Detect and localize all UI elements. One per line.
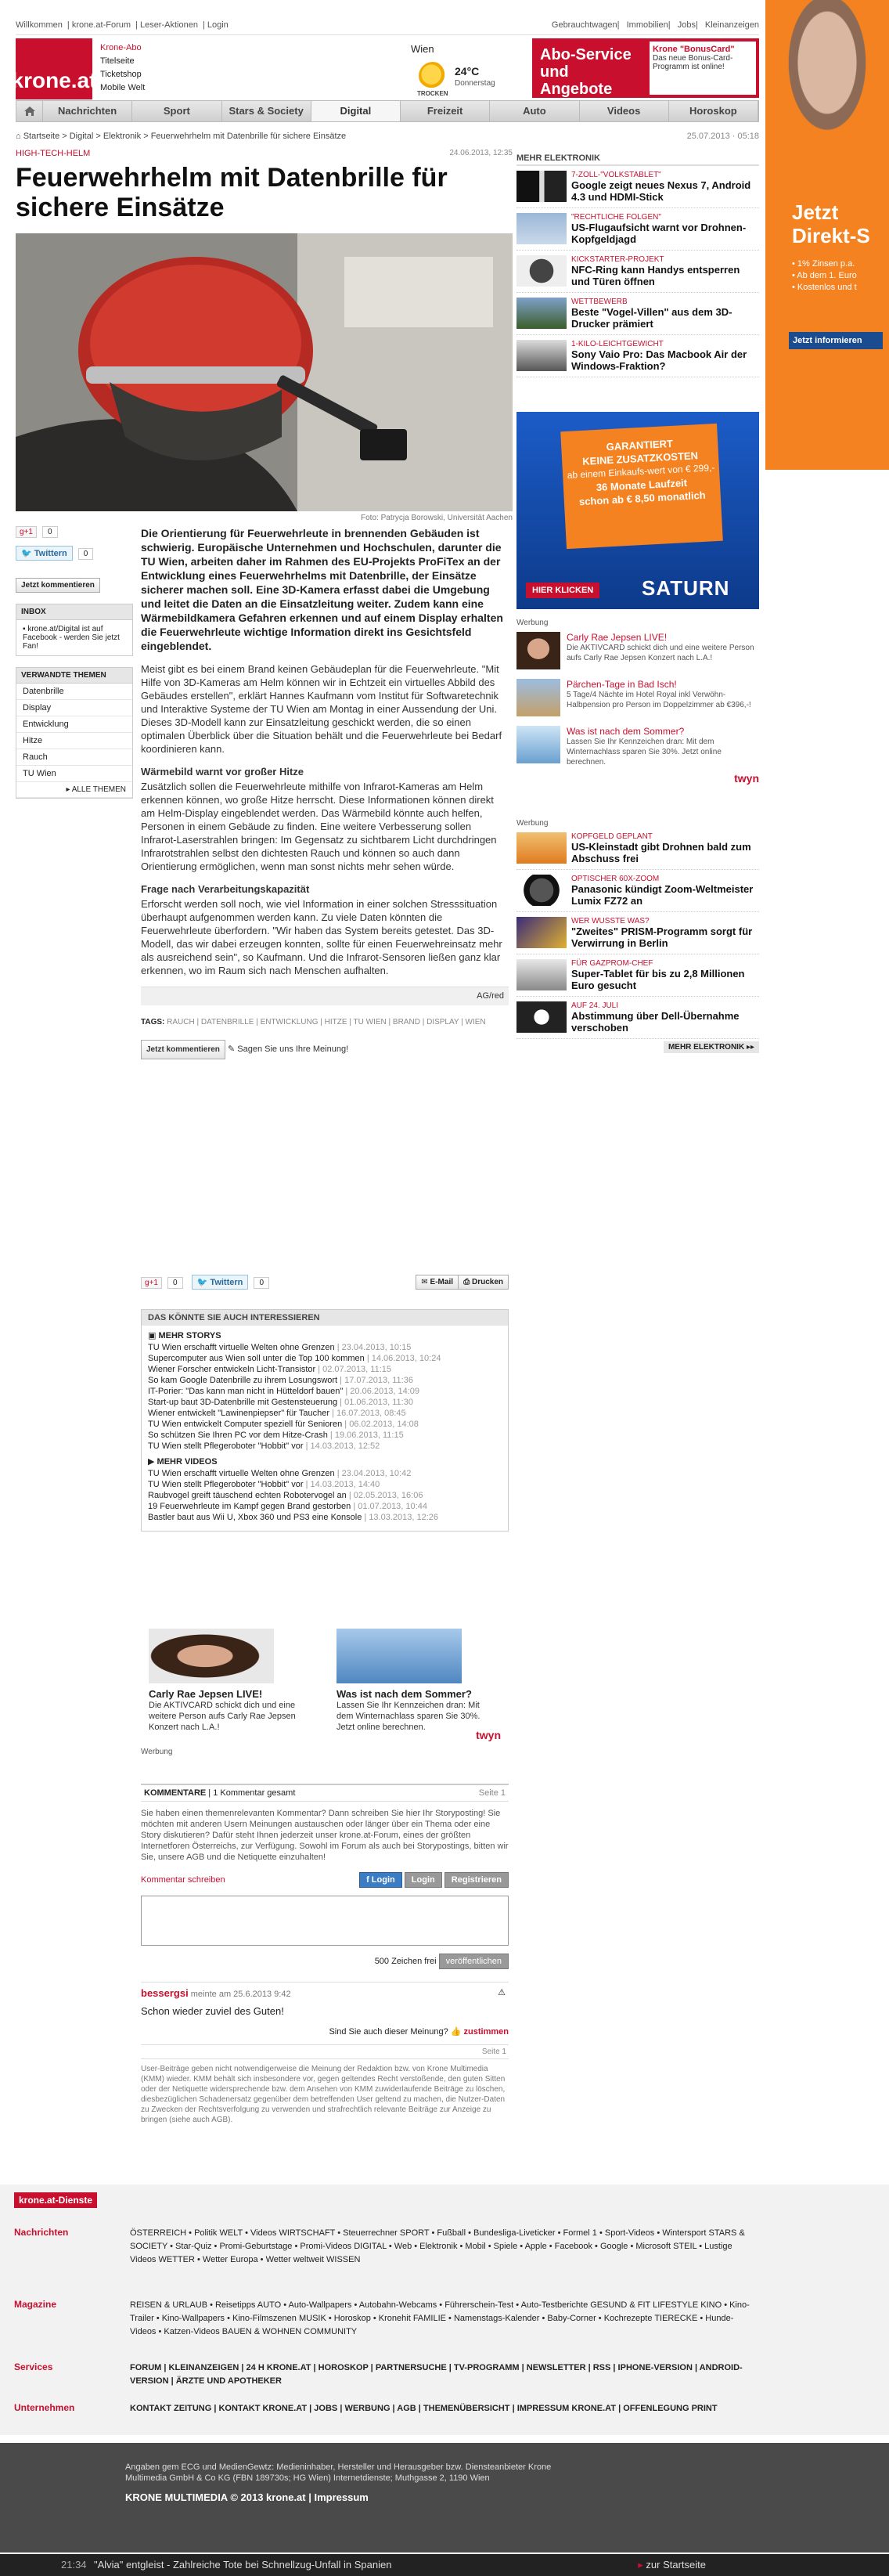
article-title: Feuerwehrhelm mit Datenbrille für sichere Einsätze [16, 163, 448, 222]
teaser-thumb [516, 917, 567, 948]
footer-legal: Angaben gem ECG und MedienGewtz: Medieninhaber, Hersteller und Herausgeber bzw. Diensteanbieter Krone Multimedia GmbH & Co KG (FBN 189730s; HG Wien) Internetdienste; Muthgasse 2, 1190 Wien [125, 2462, 552, 2483]
comments-section [141, 1784, 509, 2125]
ad-bullets: • 1% Zinsen p.a. • Ab dem 1. Euro • Kostenlos und t [792, 259, 857, 292]
breadcrumb-current: Feuerwehrhelm mit Datenbrille für sichere Einsätze [150, 132, 347, 141]
promo-image [149, 1629, 274, 1683]
teaser[interactable]: 7-ZOLL-"VOLKSTABLET" Google zeigt neues Nexus 7, Android 4.3 und HDMI-Stick [516, 166, 759, 208]
topic-item[interactable]: Display [16, 700, 132, 716]
share-bar [141, 1275, 509, 1292]
article-lead: Die Orientierung für Feuerwehrleute in brennenden Gebäuden ist schwierig. Europäische Unternehmen und Hochschulen, darunter die TU Wien, arbeiten daher im Rahmen des EU-Projekts ProFiTex an der Entwicklung eines Feuerwehrhelms mit Datenbrille, der Einsätze sicherer machen soll. Eine 3D-Kamera erfasst dabei die Umgebung und leitet die Daten an die Einsatzleitung weiter. Zudem kann eine Wärmebildkamera Gefahren erkennen und auf einem Display erhalten die Feuerwehrleute wichtige Information direkt ins Gesichtsfeld eingeblendet. [141, 527, 503, 652]
ad-portrait [773, 0, 881, 157]
mail-icon: ✉ [421, 1278, 428, 1286]
site-logo[interactable]: krone.at [16, 38, 92, 99]
report-icon[interactable]: ⚠ [498, 1988, 506, 1997]
nav-auto[interactable]: Auto [490, 101, 579, 121]
register-button[interactable]: Registrieren [444, 1872, 509, 1888]
print-icon: ⎙ [463, 1278, 470, 1286]
current-date: 25.07.2013 · 05:18 [686, 132, 759, 141]
more-teasers: Werbung KOPFGELD GEPLANT US-Kleinstadt gibt Drohnen bald zum Abschuss frei OPTISCHER 60X-ZOOM Panasonic kündigt Zoom-Weltmeister Lumix FZ72 an WER WUSSTE WAS? "Zweites" PRISM-Programm sorgt für Verwirrung in Berlin FÜR GAZPROM-CHEF Super-Tablet für bis zu 2,8 Millionen Euro gesucht AUF 24. JULI Abstimmung über Dell-Übernahme verschoben MEHR ELEKTRONIK ▸▸ [516, 819, 759, 1052]
promo-item[interactable]: Was ist nach dem Sommer? Lassen Sie Ihr Kennzeichen dran: Mit dem Winternachlass sparen Sie 30%. Jetzt online berechnen. [337, 1629, 493, 1733]
email-button[interactable]: ✉ E-Mail [416, 1275, 459, 1290]
teaser[interactable]: FÜR GAZPROM-CHEF Super-Tablet für bis zu 2,8 Millionen Euro gesucht [516, 954, 759, 997]
header-link-titelseite[interactable]: Titelseite [100, 56, 135, 66]
topbar-link-reader-actions[interactable]: Leser-Aktionen [139, 20, 198, 30]
facebook-icon: ▪ [23, 625, 26, 633]
comment-item [141, 1982, 509, 2037]
article-subheading: Wärmebild warnt vor großer Hitze [141, 766, 304, 777]
article-paragraph: Zusätzlich sollen die Feuerwehrleute mithilfe von Infrarot-Kameras am Helm erkennen können, wo große Hitze herrscht. Diese Informationen können direkt am Helm-Display eingeblendet werden. Das Wärmebild könnte auch helfen, Personen in einem Gebäude zu finden. Eine weitere Verbesserung sollen Infrarot-Laserstrahlen bringen: Im Gegensatz zu sichtbarem Licht durchdringen Infrarotstrahlen selbst den dichtesten Rauch und können so auch dann Orientierung ermöglichen, wenn man sonst nichts mehr sehen würde. [141, 781, 497, 872]
related-link[interactable]: IT-Porier: "Das kann man nicht in Hütteldorf bauen" | 20.06.2013, 14:09 [148, 1387, 419, 1396]
teaser-thumb [516, 213, 567, 244]
bonuscard-box: Krone "BonusCard" Das neue Bonus-Card-Programm ist online! [650, 41, 756, 95]
services-row-services: Services FORUM | KLEINANZEIGEN | 24 H KRONE.AT | HOROSKOP | PARTNERSUCHE | TV-PROGRAMM | NEWSLETTER | RSS | IPHONE-VERSION | ANDROID-VERSION | ÄRZTE UND APOTHEKER [14, 2361, 743, 2386]
promo-item[interactable]: Carly Rae Jepsen LIVE! Die AKTIVCARD schickt dich und eine weitere Person aufs Carly Rae Jepsen Konzert nach L.A.! [149, 1629, 305, 1733]
breadcrumb-startseite[interactable]: Startseite [23, 132, 60, 141]
comment-button-side[interactable]: Jetzt kommentieren [16, 578, 100, 593]
stories-icon: ▣ [148, 1331, 157, 1340]
stories-list [142, 1342, 508, 1452]
gplus-button[interactable]: g+1 [141, 1277, 162, 1289]
comment-button[interactable]: Jetzt kommentieren [141, 1040, 225, 1059]
topic-item[interactable]: TU Wien [16, 766, 132, 782]
teaser-thumb [516, 832, 567, 864]
comment-icon: ✎ [227, 1044, 236, 1054]
promo-werbung-label: Werbung [141, 1748, 173, 1756]
comments-bar: KOMMENTARE | 1 Kommentar gesamt Seite 1 [141, 1784, 509, 1802]
comment-user[interactable]: bessergsi [141, 1987, 189, 1999]
comment-text: Schon wieder zuviel des Guten! [141, 2005, 284, 2017]
twyn-logo[interactable]: twyn [476, 1729, 501, 1741]
werbung-block: Werbung Carly Rae Jepsen LIVE! Die AKTIVCARD schickt dich und eine weitere Person aufs Carly Rae Jepsen Konzert nach L.A.! Pärchen-Tage in Bad Isch! 5 Tage/4 Nächte im Hotel Royal inkl Verwöhn-Halbpension pro Person im Doppelzimmer ab €396,-! Was ist nach dem Sommer? Lassen Sie Ihr Kennzeichen dran: Mit dem Winternachlass sparen Sie 30%. Jetzt online berechnen. twyn [516, 619, 759, 785]
login-button[interactable]: Login [405, 1872, 442, 1888]
topbar-link-used-cars[interactable]: Gebrauchtwagen [551, 20, 617, 30]
werbung-item[interactable]: Carly Rae Jepsen LIVE! Die AKTIVCARD schickt dich und eine weitere Person aufs Carly Rae Jepsen Konzert nach L.A.! [516, 627, 759, 674]
article-subheading: Frage nach Verarbeitungskapazität [141, 883, 310, 895]
tweet-count: 0 [78, 548, 94, 560]
weather-widget[interactable] [411, 43, 528, 98]
saturn-ad[interactable] [516, 412, 759, 609]
nav-videos[interactable]: Videos [580, 101, 669, 121]
related-link[interactable]: Wiener entwickelt "Lawinenpiepser" für Taucher | 16.07.2013, 08:45 [148, 1409, 406, 1418]
services-row-unternehmen: Unternehmen KONTAKT ZEITUNG | KONTAKT KRONE.AT | JOBS | WERBUNG | AGB | THEMENÜBERSICHT | IMPRESSUM KRONE.AT | OFFENLEGUNG PRINT [14, 2402, 718, 2413]
home-icon[interactable] [16, 101, 43, 121]
teaser[interactable]: KICKSTARTER-PROJEKT NFC-Ring kann Handys entsperren und Türen öffnen [516, 251, 759, 293]
teaser-thumb [516, 1001, 567, 1033]
teaser-thumb [516, 255, 567, 287]
topbar-link-real-estate[interactable]: Immobilien [626, 20, 668, 30]
related-link[interactable]: TU Wien stellt Pflegeroboter "Hobbit" vor | 14.03.2013, 12:52 [148, 1441, 380, 1451]
breadcrumb-digital[interactable]: Digital [69, 132, 94, 141]
topbar-link-welcome[interactable]: Willkommen [16, 20, 63, 30]
all-topics-link[interactable]: ▸ ALLE THEMEN [16, 782, 132, 798]
comments-page-bottom[interactable]: Seite 1 [141, 2044, 509, 2059]
article [16, 149, 513, 522]
saturn-cta[interactable]: HIER KLICKEN [526, 583, 599, 598]
gplus-button[interactable]: g+1 [16, 526, 37, 538]
nav-nachrichten[interactable]: Nachrichten [43, 101, 132, 121]
page-footer [0, 2443, 889, 2553]
article-kicker: HIGH-TECH-HELM [16, 149, 91, 158]
weather-day: Donnerstag [455, 79, 495, 88]
nav-stars-society[interactable]: Stars & Society [222, 101, 311, 121]
breadcrumb-elektronik[interactable]: Elektronik [103, 132, 142, 141]
more-videos-head: ▶ MEHR VIDEOS [148, 1457, 218, 1467]
related-link[interactable]: TU Wien entwickelt Computer speziell für Senioren | 06.02.2013, 14:08 [148, 1420, 419, 1429]
teaser-thumb [516, 171, 567, 202]
abo-ad-title: Abo-Service und Angebote [540, 46, 632, 98]
inbox-text: krone.at/Digital ist auf Facebook - werden Sie jetzt Fan! [23, 625, 120, 651]
abo-service-ad[interactable] [532, 38, 759, 98]
promo-image [337, 1629, 462, 1683]
related-link[interactable]: So kam Google Datenbrille zu ihrem Losungswort | 17.07.2013, 11:36 [148, 1376, 413, 1385]
gplus-count: 0 [167, 1277, 183, 1289]
comments-disclaimer: User-Beiträge geben nicht notwendigerweise die Meinung der Redaktion bzw. von Krone Multimedia (KMM) wieder. KMM behält sich insbesondere vor, gegen geltendes Recht verstoßende, den guten Sitten oder der Netiquette widersprechende bzw. dem Ansehen von KMM zuwiderlaufende Beiträge zu löschen, diesbezüglichen Schadenersatz gegenüber dem betreffenden User geltend zu machen, die Nutzer-Daten zu Zwecken der Rechtsverfolgung zu verwenden und strafrechtlich relevante Beiträge zur Anzeige zu bringen (siehe auch AGB). [141, 2065, 506, 2124]
tweet-count: 0 [254, 1277, 269, 1289]
image-credit: Foto: Patrycja Borowski, Universität Aachen [361, 514, 513, 522]
teaser-thumb [516, 875, 567, 906]
more-elektronik-head: MEHR ELEKTRONIK [516, 153, 759, 166]
comments-page[interactable]: Seite 1 [478, 1788, 506, 1798]
related-link[interactable]: TU Wien erschafft virtuelle Welten ohne Grenzen | 23.04.2013, 10:15 [148, 1343, 412, 1352]
related-link[interactable]: TU Wien erschafft virtuelle Welten ohne Grenzen | 23.04.2013, 10:42 [148, 1469, 412, 1478]
teaser[interactable]: KOPFGELD GEPLANT US-Kleinstadt gibt Drohnen bald zum Abschuss frei [516, 828, 759, 870]
services-footer [0, 2185, 889, 2435]
services-row-nachrichten: Nachrichten ÖSTERREICH • Politik WELT • Videos WIRTSCHAFT • Steuerrechner SPORT • Fußball • Bundesliga-Liveticker • Formel 1 • Sport-Videos • Wintersport STARS & SOCIETY • Star-Quiz • Promi-Geburtstage • Promi-Videos DIGITAL • Web • Elektronik • Mobil • Spiele • Apple • Facebook • Google • Microsoft STEIL • Lustige Videos WETTER • Wetter Europa • Wetter weltweit WISSEN [14, 2227, 745, 2264]
werbung-image [516, 726, 560, 763]
services-row-magazine: Magazine REISEN & URLAUB • Reisetipps AUTO • Auto-Wallpapers • Autobahn-Webcams • Führerschein-Test • Auto-Testberichte GESUND & FIT LIFESTYLE KINO • Kino-Trailer • Kino-Wallpapers • Kino-Filmszenen MUSIK • Horoskop • Kronehit FAMILIE • Namenstags-Kalender • Baby-Corner • Kochrezepte TIERECKE • Hunde-Videos • Katzen-Videos BAUEN & WOHNEN COMMUNITY [14, 2299, 750, 2336]
article-paragraph: Erforscht werden soll noch, wie viel Information in einer solchen Stresssituation überhaupt aufgenommen werden kann. Zu viele Daten könnten die Feuerwehrleute überfordern. "Wir haben das System bereits getestet. Das 3D-Modell, das wir dabei erzeugen konnten, sollte für einen Feuerwehreinsatz mehr als ausreichend sein", so Kaufmann. Und die Infrarot-Sensoren ließen ganz klar erkennen, wo im Raum sich nach Menschen aufhalten. [141, 898, 502, 976]
weather-temp: 24°C [455, 65, 480, 78]
more-stories-head: ▣ MEHR STORYS [148, 1331, 221, 1340]
sun-icon [419, 62, 447, 90]
ticker-message[interactable]: "Alvia" entgleist - Zahlreiche Tote bei Schnellzug-Unfall in Spanien [94, 2559, 392, 2571]
topbar-link-jobs[interactable]: Jobs [677, 20, 696, 30]
topic-item[interactable]: Hitze [16, 733, 132, 749]
agree-button[interactable]: zustimmen [463, 2027, 509, 2037]
werbung-item[interactable]: Was ist nach dem Sommer? Lassen Sie Ihr Kennzeichen dran: Mit dem Winternachlass sparen Sie 30%. Jetzt online berechnen. [516, 721, 759, 772]
werbung-image [516, 632, 560, 669]
chars-left: 500 Zeichen frei [374, 1957, 437, 1966]
twyn-logo[interactable]: twyn [734, 772, 759, 785]
publish-button[interactable]: veröffentlichen [439, 1954, 509, 1969]
nav-freizeit[interactable]: Freizeit [401, 101, 490, 121]
videos-list [142, 1468, 508, 1523]
related-link[interactable]: Wiener Forscher entwickeln Licht-Transistor | 02.07.2013, 11:15 [148, 1365, 392, 1374]
related-stories-box: DAS KÖNNTE SIE AUCH INTERESSIEREN ▣ MEHR STORYS TU Wien erschafft virtuelle Welten ohne Grenzen | 23.04.2013, 10:15 Supercomputer aus Wien soll unter die Top 100 kommen | 14.06.2013, 10:24 Wiener Forscher entwickeln Licht-Transistor | 02.07.2013, 11:15 So kam Google Datenbrille zu ihrem Losungswort | 17.07.2013, 11:36 IT-Porier: "Das kann man nicht in Hütteldorf bauen" | 20.06.2013, 14:09 Start-up baut 3D-Datenbrille mit Gestensteuerung | 01.06.2013, 11:30 Wiener entwickelt "Lawinenpiepser" für Taucher | 16.07.2013, 08:45 TU Wien entwickelt Computer speziell für Senioren | 06.02.2013, 14:08 So schützen Sie Ihren PC vor dem Hitze-Crash | 19.06.2013, 11:15 TU Wien stellt Pflegeroboter "Hobbit" vor | 14.03.2013, 12:52 ▶ MEHR VIDEOS TU Wien erschafft virtuelle Welten ohne Grenzen | 23.04.2013, 10:42 TU Wien stellt Pflegeroboter "Hobbit" vor | 14.03.2013, 14:40 Raubvogel greift täuschend echten Robotervogel an | 02.05.2013, 16:06 19 Feuerwehrleute im Kampf gegen Brand gestorben | 01.07.2013, 10:44 Bastler baut aus Wii U, Xbox 360 und PS3 eine Konsole | 13.03.2013, 12:26 [141, 1309, 509, 1532]
article-sidebar [16, 526, 133, 799]
topbar-link-login[interactable]: Login [207, 20, 229, 30]
write-comment-label: Kommentar schreiben [141, 1875, 225, 1885]
agree-question: Sind Sie auch dieser Meinung? [329, 2027, 448, 2037]
related-topics: VERWANDTE THEMEN Datenbrille Display Entwicklung Hitze Rauch TU Wien ▸ ALLE THEMEN [16, 667, 133, 799]
print-button[interactable]: ⎙ Drucken [458, 1275, 509, 1290]
related-link[interactable]: Supercomputer aus Wien soll unter die Top 100 kommen | 14.06.2013, 10:24 [148, 1354, 441, 1363]
nav-horoskop[interactable]: Horoskop [669, 101, 758, 121]
teaser[interactable]: 1-KILO-LEICHTGEWICHT Sony Vaio Pro: Das Macbook Air der Windows-Fraktion? [516, 335, 759, 377]
promo-block [149, 1629, 501, 1741]
right-column [516, 153, 759, 1052]
article-body [141, 526, 509, 1059]
topic-item[interactable]: Rauch [16, 749, 132, 766]
twitter-icon: 🐦 [196, 1278, 208, 1287]
back-to-home-link[interactable]: ▸ zur Startseite [638, 2559, 706, 2571]
tweet-button[interactable]: 🐦 Twittern [16, 546, 73, 561]
sky-ad[interactable] [765, 0, 889, 470]
facebook-icon: f [366, 1875, 369, 1885]
home-icon[interactable]: ⌂ [16, 132, 21, 141]
article-tags: TAGS: RAUCH | DATENBRILLE | ENTWICKLUNG | HITZE | TU WIEN | BRAND | DISPLAY | WIEN [141, 1018, 486, 1026]
ad-headline: Jetzt Direkt-S [792, 200, 870, 247]
werbung-image [516, 679, 560, 716]
saturn-logo: SATURN [642, 576, 730, 600]
breadcrumb: ⌂ Startseite > Digital > Elektronik > Feuerwehrhelm mit Datenbrille für sichere Einsätze 25.07.2013 · 05:18 [16, 132, 759, 141]
teaser[interactable]: WER WUSSTE WAS? "Zweites" PRISM-Programm sorgt für Verwirrung in Berlin [516, 912, 759, 954]
related-link[interactable]: So schützen Sie Ihren PC vor dem Hitze-Crash | 19.06.2013, 11:15 [148, 1431, 404, 1440]
header-link-mobile[interactable]: Mobile Welt [100, 83, 146, 92]
services-tag: krone.at-Dienste [14, 2192, 97, 2208]
teaser-thumb [516, 340, 567, 371]
inbox-box: INBOX ▪ krone.at/Digital ist auf Facebook - werden Sie jetzt Fan! [16, 604, 133, 656]
twitter-icon: 🐦 [21, 549, 32, 558]
thumbs-up-icon: 👍 [450, 2027, 462, 2037]
article-source: AG/red [141, 987, 509, 1005]
teaser[interactable]: WETTBEWERB Beste "Vogel-Villen" aus dem 3D-Drucker prämiert [516, 293, 759, 335]
header-link-ticketshop[interactable]: Ticketshop [100, 70, 142, 79]
teaser-thumb [516, 959, 567, 990]
video-icon: ▶ [148, 1457, 155, 1467]
nav-sport[interactable]: Sport [132, 101, 221, 121]
more-elektronik-link[interactable]: MEHR ELEKTRONIK ▸▸ [664, 1041, 759, 1053]
nav-digital[interactable]: Digital [311, 101, 401, 121]
top-bar: Willkommen | krone.at-Forum | Leser-Aktionen | Login Gebrauchtwagen| Immobilien| Jobs| Kleinanzeigen [16, 20, 759, 30]
saturn-sticker: GARANTIERT KEINE ZUSATZKOSTEN ab einem Einkaufs-wert von € 299,- 36 Monate Laufzeit schon ab € 8,50 monatlich [560, 424, 723, 549]
teaser[interactable]: OPTISCHER 60X-ZOOM Panasonic kündigt Zoom-Weltmeister Lumix FZ72 an [516, 870, 759, 912]
ad-button[interactable]: Jetzt informieren [789, 332, 883, 349]
article-hero-image [16, 233, 513, 511]
weather-city: Wien [411, 43, 434, 55]
topbar-link-classifieds[interactable]: Kleinanzeigen [704, 20, 759, 30]
site-header [11, 34, 759, 100]
main-nav [16, 100, 759, 122]
arrow-icon: ▸ [638, 2559, 643, 2571]
related-link[interactable]: Raubvogel greift täuschend echten Robotervogel an | 02.05.2013, 16:06 [148, 1491, 423, 1500]
teaser-thumb [516, 298, 567, 329]
werbung-item[interactable]: Pärchen-Tage in Bad Isch! 5 Tage/4 Nächte im Hotel Royal inkl Verwöhn-Halbpension pro Person im Doppelzimmer ab €396,-! [516, 674, 759, 721]
header-links [100, 41, 145, 95]
related-link[interactable]: Start-up baut 3D-Datenbrille mit Gestensteuerung | 01.06.2013, 11:30 [148, 1398, 413, 1407]
topic-item[interactable]: Entwicklung [16, 716, 132, 733]
comments-label: KOMMENTARE [144, 1788, 207, 1798]
related-link[interactable]: TU Wien stellt Pflegeroboter "Hobbit" vor | 14.03.2013, 14:40 [148, 1480, 380, 1489]
article-paragraph: Meist gibt es bei einem Brand keinen Gebäudeplan für die Feuerwehrleute. "Mit Hilfe von 3D-Kameras am Helm können wir in Echtzeit ein virtuelles Abbild des Gebäudes erstellen", erklärt Hannes Kaufmann vom Institut für Softwaretechnik und Interaktive Systeme der TU Wien am Montag in einer Aussendung der Uni. Dieses 3D-Modell kann zur Einsatzleitung geschickt werden, die so einen optimalen Überblick über die Situation behält und die Feuerwehrleute bei Bedarf koordinieren kann. [141, 663, 502, 755]
tweet-button[interactable]: 🐦 Twittern [192, 1275, 249, 1290]
weather-label: TROCKEN [417, 90, 448, 97]
comment-textarea[interactable] [141, 1896, 509, 1946]
teaser[interactable]: AUF 24. JULI Abstimmung über Dell-Übernahme verschoben [516, 997, 759, 1039]
topbar-link-forum[interactable]: krone.at-Forum [71, 20, 131, 30]
facebook-login-button[interactable]: f Login [359, 1872, 402, 1888]
opinion-text: Sagen Sie uns Ihre Meinung! [237, 1044, 349, 1054]
related-link[interactable]: 19 Feuerwehrleute im Kampf gegen Brand gestorben | 01.07.2013, 10:44 [148, 1502, 427, 1511]
article-date: 24.06.2013, 12:35 [449, 149, 513, 157]
footer-logo[interactable]: KRONE MULTIMEDIA © 2013 krone.at | Impressum [125, 2491, 369, 2503]
comments-info: Sie haben einen themenrelevanten Kommentar? Dann schreiben Sie hier Ihr Storyposting! Sie möchten mit anderen Usern Meinungen austauschen oder länger über ein Thema oder eine Story diskutieren? Dafür steht Ihnen jederzeit unser krone.at-Forum, eines der größten Internetforen Österreichs, zur Verfügung. Sowohl im Forum als auch bei Storypostings, bitten wir Sie, unsere AGB und die Netiquette einzuhalten! [141, 1809, 509, 1862]
comment-meta: meinte am 25.6.2013 9:42 [190, 1990, 291, 1999]
gplus-count: 0 [42, 526, 58, 538]
ticker-time: 21:34 [61, 2559, 87, 2571]
news-ticker [0, 2554, 889, 2576]
related-link[interactable]: Bastler baut aus Wii U, Xbox 360 und PS3 eine Konsole | 13.03.2013, 12:26 [148, 1513, 439, 1522]
teaser[interactable]: "RECHTLICHE FOLGEN" US-Flugaufsicht warnt vor Drohnen-Kopfgeldjagd [516, 208, 759, 251]
header-link-abo[interactable]: Krone-Abo [100, 43, 142, 52]
comments-count: 1 Kommentar gesamt [213, 1788, 296, 1798]
topic-item[interactable]: Datenbrille [16, 684, 132, 700]
